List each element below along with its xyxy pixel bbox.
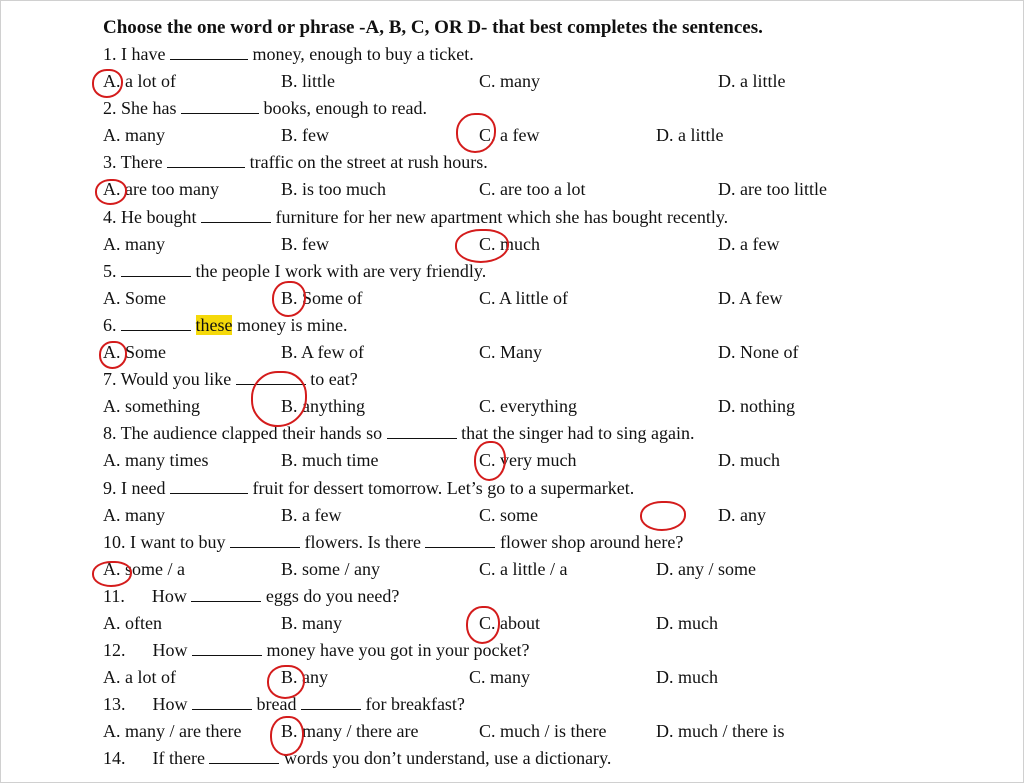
question-prefix: 9. I need: [103, 477, 170, 498]
option-d[interactable]: D. much: [718, 450, 780, 471]
answer-blank: [121, 258, 191, 277]
answer-blank: [192, 691, 252, 710]
option-a[interactable]: A. many / are there: [103, 721, 242, 742]
question-5: [103, 258, 1003, 285]
worksheet-content: [103, 15, 1003, 773]
question-text: [103, 312, 347, 339]
question-prefix: 11. How: [103, 585, 192, 606]
question-7: [103, 366, 1003, 393]
options-row-1: [103, 68, 1003, 95]
question-body: fruit for dessert tomorrow. Let’s go to a supermarket.: [247, 477, 635, 498]
question-prefix: 13. How: [103, 694, 192, 715]
option-b[interactable]: B. few: [281, 233, 329, 254]
question-prefix: 8. The audience clapped their hands so: [103, 423, 387, 444]
question-4: [103, 204, 1003, 231]
option-d[interactable]: D. any: [718, 504, 766, 525]
answer-blank: [387, 420, 457, 439]
question-text: [103, 41, 474, 68]
question-body: furniture for her new apartment which she has bought recently.: [271, 206, 729, 227]
worksheet-title: Choose the one word or phrase -A, B, C, OR D- that best completes the sentences.: [103, 17, 763, 38]
question-prefix: 1. I have: [103, 44, 170, 64]
option-a[interactable]: A. a lot of: [103, 667, 176, 688]
question-text: [103, 420, 695, 447]
option-b[interactable]: B. any: [281, 667, 328, 688]
question-text: [103, 637, 529, 664]
option-c[interactable]: C. many: [469, 667, 530, 688]
answer-blank: [170, 475, 248, 494]
question-body: traffic on the street at rush hours.: [245, 152, 488, 173]
option-b[interactable]: B. is too much: [281, 179, 387, 200]
question-text: [103, 691, 465, 718]
answer-blank: [167, 149, 245, 168]
option-b[interactable]: B. many / there are: [281, 721, 419, 742]
question-body: bread: [252, 694, 297, 715]
answer-blank: [425, 529, 495, 548]
option-d[interactable]: D. a little: [656, 125, 724, 146]
option-c[interactable]: C. some: [479, 504, 539, 525]
question-text: [103, 745, 611, 772]
option-d[interactable]: D. are too little: [718, 179, 827, 200]
question-text: [103, 258, 486, 285]
highlighted-word: these: [195, 314, 233, 335]
question-1: [103, 41, 1003, 68]
question-body: to eat?: [305, 369, 358, 390]
option-d[interactable]: D. any / some: [656, 558, 756, 579]
question-prefix: 2. She has: [103, 98, 181, 119]
question-text: [103, 366, 358, 393]
answer-blank: [236, 366, 306, 385]
option-c[interactable]: C. very much: [479, 450, 577, 471]
option-b[interactable]: B. A few of: [281, 342, 364, 363]
question-prefix: 10. I want to buy: [103, 531, 230, 552]
option-a[interactable]: A. are too many: [103, 179, 219, 200]
question-prefix: 6.: [103, 314, 121, 335]
options-row-3: [103, 176, 1003, 203]
question-body: the people I work with are very friendly.: [191, 260, 487, 281]
option-b[interactable]: B. anything: [281, 396, 365, 417]
question-13: [103, 691, 1003, 718]
option-b[interactable]: B. some / any: [281, 558, 380, 579]
answer-blank: [191, 583, 261, 602]
options-row-12: [103, 664, 1003, 691]
options-row-10: [103, 556, 1003, 583]
option-a[interactable]: A. something: [103, 396, 200, 417]
question-prefix: 4. He bought: [103, 206, 201, 227]
answer-blank: [230, 529, 300, 548]
options-row-7: [103, 393, 1003, 420]
answer-blank: [192, 637, 262, 656]
options-row-4: [103, 231, 1003, 258]
option-a[interactable]: A. Some: [103, 342, 166, 363]
question-text: [103, 529, 683, 556]
options-row-5: [103, 285, 1003, 312]
option-c[interactable]: C. Many: [479, 342, 542, 363]
question-prefix: 5.: [103, 260, 121, 281]
question-body: flowers. Is there: [299, 531, 421, 552]
option-b[interactable]: B. few: [281, 125, 329, 146]
question-body: money is mine.: [232, 314, 348, 335]
option-a[interactable]: A. a lot of: [103, 71, 176, 92]
option-d[interactable]: D. a little: [718, 71, 786, 92]
question-11: [103, 583, 1003, 610]
option-c[interactable]: C. about: [479, 612, 540, 633]
option-c[interactable]: C. are too a lot: [479, 179, 586, 200]
question-prefix: 12. How: [103, 640, 192, 661]
question-6: [103, 312, 1003, 339]
option-c[interactable]: C. much / is there: [479, 721, 607, 742]
answer-blank: [201, 204, 271, 223]
answer-blank: [301, 691, 361, 710]
question-suffix: flower shop around here?: [495, 531, 684, 552]
option-b[interactable]: B. little: [281, 71, 335, 92]
question-prefix: 3. There: [103, 152, 168, 173]
option-d[interactable]: D. a few: [718, 233, 780, 254]
option-d[interactable]: D. much: [656, 667, 718, 688]
answer-blank: [121, 312, 191, 331]
option-c[interactable]: C. A little of: [479, 287, 569, 308]
options-row-9: [103, 502, 1003, 529]
answer-blank: [170, 41, 248, 60]
question-prefix: 14. If there: [103, 748, 210, 769]
option-a[interactable]: A. many times: [103, 450, 209, 471]
option-c[interactable]: C. a few: [479, 125, 540, 146]
question-prefix: 7. Would you like: [103, 369, 236, 390]
question-9: [103, 475, 1003, 502]
option-d[interactable]: D. nothing: [718, 396, 796, 417]
options-row-2: [103, 122, 1003, 149]
question-text: [103, 475, 634, 502]
option-c[interactable]: C. everything: [479, 396, 577, 417]
option-a[interactable]: A. Some: [103, 287, 166, 308]
question-10: [103, 529, 1003, 556]
option-b[interactable]: B. Some of: [281, 287, 363, 308]
option-c[interactable]: C. much: [479, 233, 540, 254]
question-text: [103, 95, 427, 122]
question-14: [103, 745, 1003, 772]
question-text: [103, 204, 728, 231]
question-body: words you don’t understand, use a dictionary.: [279, 748, 612, 769]
options-row-8: [103, 447, 1003, 474]
option-a[interactable]: A. many: [103, 125, 165, 146]
option-d[interactable]: D. much: [656, 612, 718, 633]
question-body: eggs do you need?: [261, 585, 400, 606]
answer-blank: [209, 745, 279, 764]
options-row-11: [103, 610, 1003, 637]
option-d[interactable]: D. A few: [718, 287, 783, 308]
question-8: [103, 420, 1003, 447]
option-b[interactable]: B. a few: [281, 504, 342, 525]
question-text: [103, 149, 488, 176]
question-suffix: for breakfast?: [360, 694, 465, 715]
options-row-13: [103, 718, 1003, 745]
question-text: [103, 583, 399, 610]
option-d[interactable]: D. much / there is: [656, 721, 785, 742]
option-a[interactable]: A. many: [103, 233, 165, 254]
option-b[interactable]: B. much time: [281, 450, 379, 471]
option-c[interactable]: C. a little / a: [479, 558, 568, 579]
question-body: books, enough to read.: [259, 98, 427, 119]
question-3: [103, 149, 1003, 176]
option-a[interactable]: A. many: [103, 504, 165, 525]
question-body: money have you got in your pocket?: [262, 640, 530, 661]
option-b[interactable]: B. many: [281, 612, 342, 633]
question-12: [103, 637, 1003, 664]
options-row-6: [103, 339, 1003, 366]
option-a[interactable]: A. often: [103, 612, 162, 633]
option-c[interactable]: C. many: [479, 71, 540, 92]
option-d[interactable]: D. None of: [718, 342, 799, 363]
question-body: that the singer had to sing again.: [456, 423, 695, 444]
question-body: money, enough to buy a ticket.: [247, 44, 474, 64]
option-a[interactable]: A. some / a: [103, 558, 185, 579]
question-2: [103, 95, 1003, 122]
answer-blank: [181, 95, 259, 114]
